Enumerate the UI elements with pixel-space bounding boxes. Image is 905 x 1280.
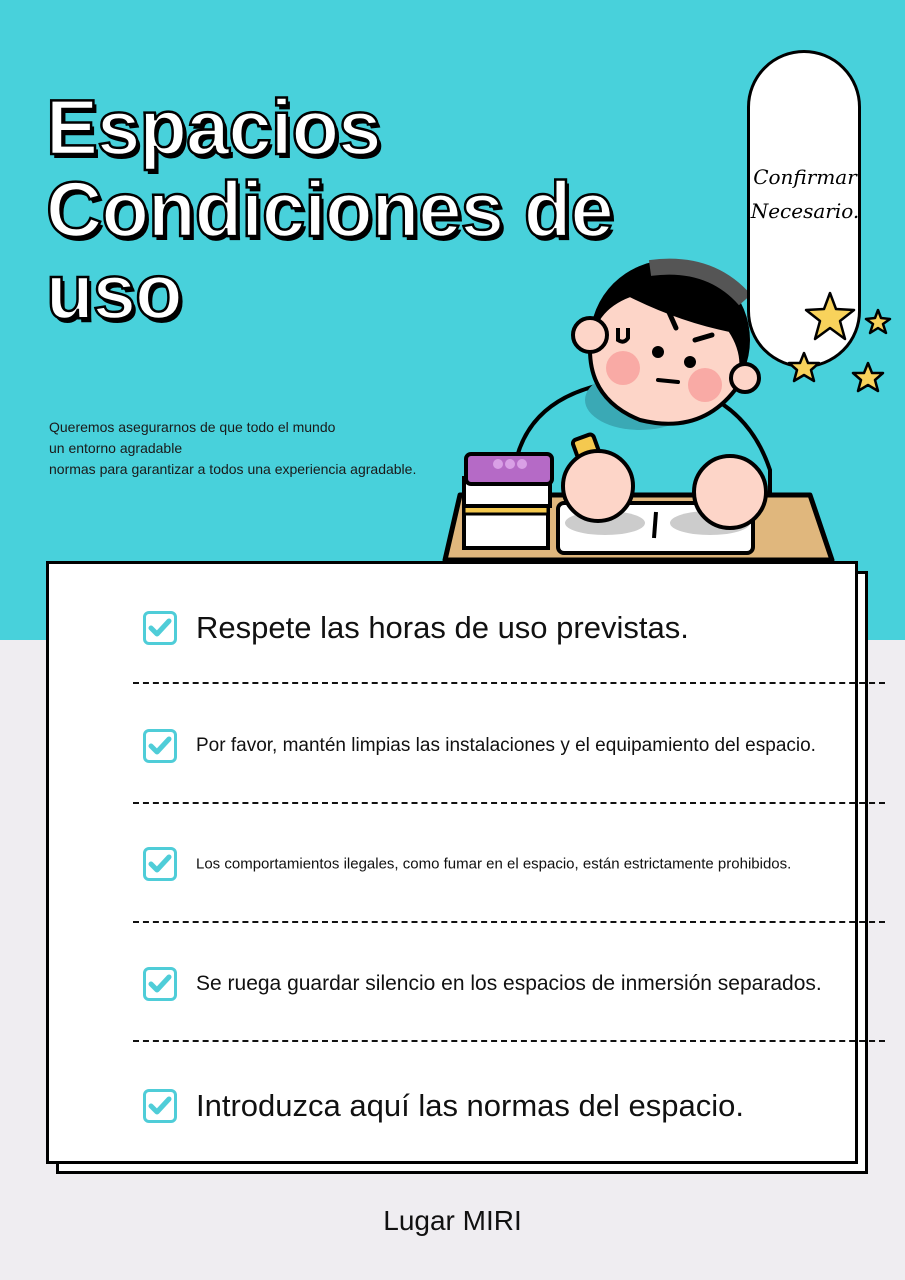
bubble-line: Necesario.	[750, 199, 860, 223]
intro-text	[49, 417, 416, 480]
checkbox-checked-icon[interactable]	[143, 611, 177, 645]
title-line: uso	[46, 247, 182, 335]
checkbox-checked-icon[interactable]	[143, 729, 177, 763]
bubble-line: Confirmar	[753, 165, 857, 189]
stars-decoration	[780, 285, 900, 405]
divider	[133, 1040, 885, 1042]
star-icon	[789, 353, 819, 381]
footer-venue: Lugar MIRI	[383, 1205, 522, 1236]
rule-text: Por favor, mantén limpias las instalaciones y el equipamiento del espacio.	[196, 735, 816, 756]
rule-text: Introduzca aquí las normas del espacio.	[196, 1088, 744, 1123]
intro-line: Queremos asegurarnos de que todo el mundo	[49, 419, 336, 435]
divider	[133, 682, 885, 684]
checkbox-checked-icon[interactable]	[143, 1089, 177, 1123]
star-icon	[806, 293, 854, 339]
rule-text: Se ruega guardar silencio en los espacios de inmersión separados.	[196, 972, 822, 995]
checkbox-checked-icon[interactable]	[143, 967, 177, 1001]
intro-line: normas para garantizar a todos una experiencia agradable.	[49, 461, 417, 477]
divider	[133, 802, 885, 804]
title-line: Condiciones de	[46, 165, 613, 253]
speech-bubble-text	[747, 160, 863, 228]
rule-text: Respete las horas de uso previstas.	[196, 610, 689, 645]
rules-card	[46, 561, 858, 1164]
divider	[133, 921, 885, 923]
checkbox-checked-icon[interactable]	[143, 847, 177, 881]
rule-text: Los comportamientos ilegales, como fumar en el espacio, están estrictamente prohibidos.	[196, 855, 792, 873]
title-line: Espacios	[46, 83, 381, 171]
star-icon	[853, 363, 883, 391]
intro-line: un entorno agradable	[49, 440, 183, 456]
star-icon	[866, 310, 890, 333]
